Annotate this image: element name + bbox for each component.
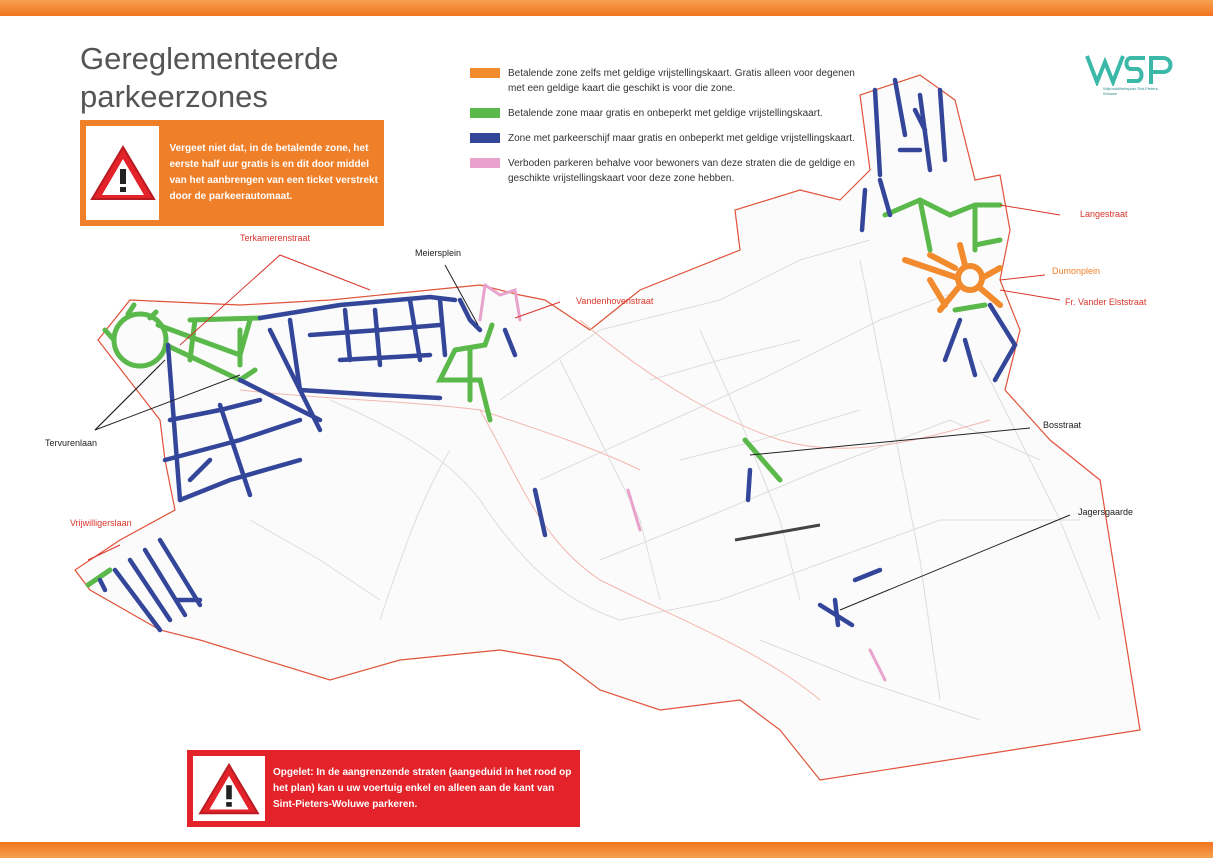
label-meiersplein: Meiersplein (415, 248, 462, 258)
label-dumonplein: Dumonplein (1052, 266, 1101, 276)
label-terkamerenstraat: Terkamerenstraat (240, 233, 311, 243)
wsp-logo-mark (1085, 52, 1180, 86)
blue-swatch (470, 133, 500, 143)
label-vrijwilligerslaan: Vrijwilligerslaan (70, 518, 132, 528)
label-vandenhovenstraat: Vandenhovenstraat (576, 296, 654, 306)
warning-icon (196, 761, 262, 817)
free-half-hour-notice (80, 120, 384, 226)
map-legend (470, 66, 870, 196)
legend-item-blue: Zone met parkeerschijf maar gratis en onbeperkt met geldige vrijstellingskaart. (470, 131, 870, 146)
page-title: Gereglementeerde parkeerzones (80, 41, 339, 114)
label-vanderelststraat: Fr. Vander Elststraat (1065, 297, 1147, 307)
label-tervurenlaan: Tervurenlaan (45, 438, 98, 448)
label-bosstraat: Bosstraat (1043, 420, 1082, 430)
notice-text: Opgelet: In de aangrenzende straten (aangeduid in het rood op het plan) kan u uw voertuig enkel en alleen aan de kant van Sint-Pieters-Woluwe parkeren. (273, 766, 572, 810)
wsp-logo (1085, 52, 1180, 102)
orange-swatch (470, 68, 500, 78)
pink-swatch (470, 158, 500, 168)
legend-item-green: Betalende zone maar gratis en onbeperkt met geldige vrijstellingskaart. (470, 106, 870, 121)
warning-icon (88, 143, 158, 203)
green-swatch (470, 108, 500, 118)
notice-text: Vergeet niet dat, in de betalende zone, het eerste half uur gratis is en dit door middel van het aanbrengen van een ticket verstrekt door de parkeerautomaat. (169, 143, 378, 202)
logo-tagline: Wijkmobiliteitsplan Sint-Pieters-Woluwe (1103, 86, 1160, 96)
legend-item-orange: Betalende zone zelfs met geldige vrijstellingskaart. Gratis alleen voor degenen met een geldige kaart die geschikt is voor die zone. (470, 66, 870, 96)
label-langestraat: Langestraat (1080, 209, 1128, 219)
adjacent-streets-notice (187, 750, 580, 827)
label-jagersgaarde: Jagersgaarde (1078, 507, 1134, 517)
legend-item-pink: Verboden parkeren behalve voor bewoners van deze straten die de geldige en geschikte vrijstellingskaart voor deze zone hebben. (470, 156, 870, 186)
